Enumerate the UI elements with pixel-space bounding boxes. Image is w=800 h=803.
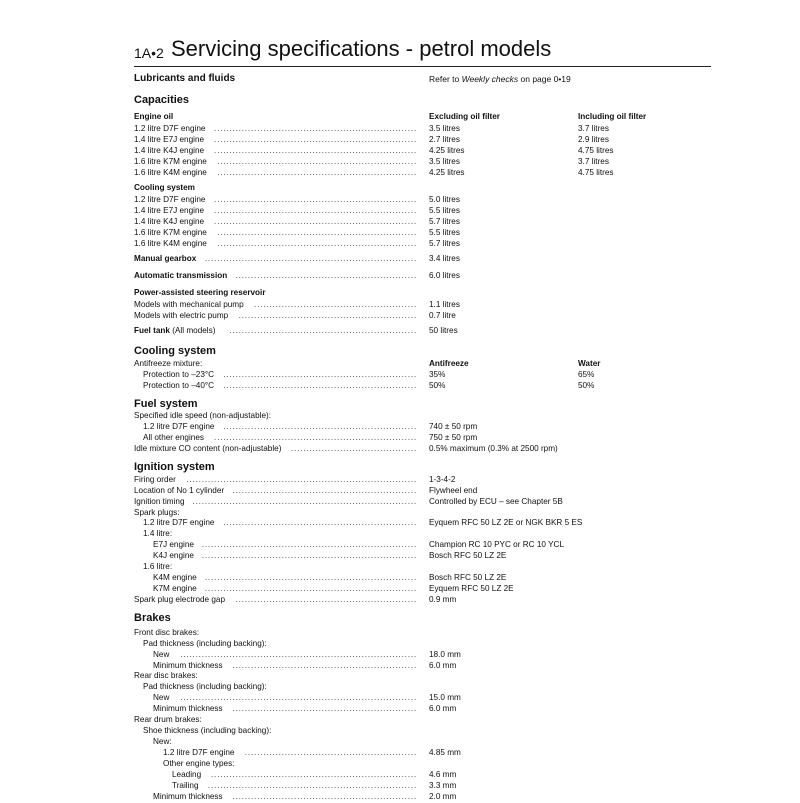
spec-value-2: 65% [578, 370, 595, 379]
spec-value: 5.7 litres [429, 239, 460, 248]
leader-dots: .................................................................. [214, 135, 417, 144]
spec-label [134, 167, 207, 179]
leader-dots: ........................................................ [244, 748, 417, 757]
leader-dots: ............................................................. [229, 326, 417, 335]
spec-value-2: 50% [578, 381, 595, 390]
spec-label-text: 1.2 litre D7F engine [143, 518, 215, 527]
section-capacities: Capacities [134, 94, 190, 106]
spec-value: 50% [429, 381, 446, 390]
leader-dots: ..................................................................... [204, 573, 417, 582]
spec-label [134, 310, 228, 322]
spec-label-text: Protection to –40°C [143, 381, 215, 390]
spec-value: 3.5 litres [429, 157, 460, 166]
spec-label [153, 791, 223, 803]
spec-row [0, 594, 800, 606]
page-title: Servicing specifications - petrol models [171, 36, 552, 61]
leader-dots: .................................................................. [214, 217, 417, 226]
section-cooling-system: Cooling system [134, 345, 216, 357]
spec-value: 3.3 mm [429, 781, 457, 790]
spec-label-text: Rear disc brakes: [134, 671, 198, 680]
leader-dots: ................................................................. [217, 228, 417, 237]
leader-dots: ............................................................................. [180, 650, 417, 659]
leader-dots: ................................................................. [217, 239, 417, 248]
lubricants-reference [429, 72, 571, 86]
spec-label-text: Shoe thickness (including backing): [143, 726, 272, 735]
leader-dots: ......................................... [290, 444, 417, 453]
leader-dots: ...................................................................... [201, 540, 417, 549]
spec-label-text: Minimum thickness [153, 792, 223, 801]
spec-label-text: 1.6 litre K7M engine [134, 228, 207, 237]
spec-label-text: Idle mixture CO content (non-adjustable) [134, 444, 282, 453]
leader-dots: .................................................................. [214, 206, 417, 215]
leader-dots: .................................................................. [214, 433, 417, 442]
spec-label-text: K7M engine [153, 584, 197, 593]
spec-value: 35% [429, 370, 446, 379]
spec-row [0, 287, 800, 299]
spec-label-text: 1.4 litre: [143, 529, 173, 538]
spec-label-text: 1.4 litre K4J engine [134, 146, 205, 155]
ref-weekly-checks: Weekly checks [461, 74, 519, 84]
spec-row [0, 111, 800, 123]
spec-label [134, 287, 266, 299]
spec-label-text: Power-assisted steering reservoir [134, 288, 266, 297]
leader-dots: ............................................................ [232, 486, 417, 495]
leader-dots: ............................................................................. [180, 693, 417, 702]
spec-value: 6.0 litres [429, 271, 460, 280]
spec-value: 5.7 litres [429, 217, 460, 226]
spec-label-text: Pad thickness (including backing): [143, 682, 267, 691]
leader-dots: ........................................................................... [186, 475, 417, 484]
spec-value: 750 ± 50 rpm [429, 433, 478, 442]
spec-label-text: All other engines [143, 433, 204, 442]
spec-value: 15.0 mm [429, 693, 461, 702]
spec-label-text: 1.4 litre K4J engine [134, 217, 205, 226]
leader-dots: .................................................................. [214, 146, 417, 155]
spec-value: 1.1 litres [429, 300, 460, 309]
spec-value: Eyquem RFC 50 LZ 2E or NGK BKR 5 ES [429, 518, 583, 527]
spec-label-text: K4J engine [153, 551, 194, 560]
leader-dots: ............................................................ [232, 792, 417, 801]
spec-value: 4.25 litres [429, 146, 465, 155]
spec-label-text: Trailing [172, 781, 199, 790]
spec-label-text: 1.6 litre K7M engine [134, 157, 207, 166]
spec-label-text: Antifreeze mixture: [134, 359, 203, 368]
leader-dots: ............................................................... [223, 381, 417, 390]
spec-label-text: 1.6 litre: [143, 562, 173, 571]
spec-value: 4.25 litres [429, 168, 465, 177]
spec-value: 5.5 litres [429, 206, 460, 215]
leader-dots: ................................................................. [217, 157, 417, 166]
section-brakes: Brakes [134, 612, 171, 624]
spec-label [134, 253, 196, 265]
spec-value-2: 4.75 litres [578, 168, 614, 177]
column-header: Water [578, 359, 601, 368]
column-header: Including oil filter [578, 112, 647, 121]
leader-dots: ..................................................................... [204, 584, 417, 593]
spec-row [0, 791, 800, 803]
spec-value: 2.7 litres [429, 135, 460, 144]
leader-dots: ............................................................ [232, 704, 417, 713]
spec-value: 4.85 mm [429, 748, 461, 757]
spec-row [0, 182, 800, 194]
spec-row [0, 325, 800, 337]
spec-value: 0.5% maximum (0.3% at 2500 rpm) [429, 444, 558, 453]
spec-label-text: Models with mechanical pump [134, 300, 244, 309]
page-header [134, 36, 711, 67]
leader-dots: ........................................................... [235, 271, 417, 280]
spec-label-text: Automatic transmission [134, 271, 228, 280]
spec-value: 6.0 mm [429, 704, 457, 713]
spec-label-text: 1.2 litre D7F engine [163, 748, 235, 757]
section-fuel-system: Fuel system [134, 398, 198, 410]
leader-dots: ...................................................................... [201, 551, 417, 560]
spec-label [134, 111, 173, 123]
spec-label-text: K4M engine [153, 573, 197, 582]
spec-label [134, 270, 227, 282]
spec-row [0, 238, 800, 250]
leader-dots: ............................................................... [223, 518, 417, 527]
column-header: Excluding oil filter [429, 112, 500, 121]
spec-value: 18.0 mm [429, 650, 461, 659]
lubricants-row [0, 72, 800, 86]
spec-label-text: Manual gearbox [134, 254, 197, 263]
leader-dots: ..................................................... [254, 300, 417, 309]
spec-value: 1-3-4-2 [429, 475, 456, 484]
spec-value-2: 3.7 litres [578, 157, 609, 166]
spec-label-text: Pad thickness (including backing): [143, 639, 267, 648]
spec-value: 740 ± 50 rpm [429, 422, 478, 431]
spec-label [143, 380, 214, 392]
spec-value: 0.7 litre [429, 311, 456, 320]
spec-label-text: Rear drum brakes: [134, 715, 202, 724]
spec-label-text: 1.4 litre E7J engine [134, 206, 205, 215]
spec-value: 50 litres [429, 326, 458, 335]
spec-value: 3.5 litres [429, 124, 460, 133]
spec-value: Flywheel end [429, 486, 478, 495]
section-ignition-system: Ignition system [134, 461, 215, 473]
spec-label-text: Spark plugs: [134, 508, 180, 517]
spec-row [0, 253, 800, 265]
spec-label-text: Location of No 1 cylinder [134, 486, 225, 495]
spec-label-text: 1.6 litre K4M engine [134, 168, 207, 177]
spec-label-text: New [153, 693, 170, 702]
leader-dots: ........................................................... [235, 595, 417, 604]
leader-dots: ................................................................. [217, 168, 417, 177]
spec-value: Bosch RFC 50 LZ 2E [429, 573, 507, 582]
spec-value: Champion RC 10 PYC or RC 10 YCL [429, 540, 565, 549]
spec-label-text: 1.2 litre D7F engine [143, 422, 215, 431]
leader-dots: .................................................................. [214, 195, 417, 204]
spec-label-text: Fuel tank [134, 326, 170, 335]
spec-label-text: 1.2 litre D7F engine [134, 124, 206, 133]
spec-label [134, 325, 215, 337]
spec-row [0, 167, 800, 179]
leader-dots: ................................................................... [210, 770, 417, 779]
spec-label-text: Firing order [134, 475, 176, 484]
spec-label-suffix: (All models) [169, 326, 216, 335]
ref-text-2: on page 0•19 [518, 74, 571, 84]
leader-dots: .................................................................... [207, 781, 417, 790]
leader-dots: .................................................................. [214, 124, 417, 133]
spec-row [0, 380, 800, 392]
ref-text-1: Refer to [429, 74, 462, 84]
spec-label-text: Specified idle speed (non-adjustable): [134, 411, 272, 420]
spec-label-text: Spark plug electrode gap [134, 595, 226, 604]
spec-label [134, 182, 195, 194]
spec-label-text: 1.4 litre E7J engine [134, 135, 205, 144]
spec-label-text: 1.2 litre D7F engine [134, 195, 206, 204]
spec-label-text: Minimum thickness [153, 704, 223, 713]
page-number: 1A•2 [134, 45, 164, 61]
leader-dots: ............................................................... [223, 370, 417, 379]
spec-label-text: Models with electric pump [134, 311, 229, 320]
spec-value: 4.6 mm [429, 770, 457, 779]
spec-label-text: Minimum thickness [153, 661, 223, 670]
spec-value: Controlled by ECU – see Chapter 5B [429, 497, 563, 506]
lubricants-label: Lubricants and fluids [134, 73, 236, 84]
spec-label-text: Engine oil [134, 112, 174, 121]
spec-value: 0.9 mm [429, 595, 457, 604]
spec-value: Bosch RFC 50 LZ 2E [429, 551, 507, 560]
spec-value: Eyquem RFC 50 LZ 2E [429, 584, 514, 593]
leader-dots: ......................................................................... [192, 497, 417, 506]
spec-value: 2.0 mm [429, 792, 457, 801]
spec-label-text: New: [153, 737, 172, 746]
spec-value: 5.5 litres [429, 228, 460, 237]
leader-dots: ............................................................ [232, 661, 417, 670]
spec-value: 5.0 litres [429, 195, 460, 204]
leader-dots: ............................................................... [223, 422, 417, 431]
spec-label-text: Other engine types: [163, 759, 235, 768]
spec-label [134, 594, 225, 606]
spec-label-text: Leading [172, 770, 202, 779]
spec-label-text: Protection to –23°C [143, 370, 215, 379]
spec-value-2: 4.75 litres [578, 146, 614, 155]
column-header: Antifreeze [429, 359, 469, 368]
spec-row [0, 443, 800, 455]
spec-label-text: New [153, 650, 170, 659]
spec-label-text: Cooling system [134, 183, 195, 192]
leader-dots: ..................................................................... [204, 254, 417, 263]
spec-value-2: 3.7 litres [578, 124, 609, 133]
spec-label-text: Ignition timing [134, 497, 185, 506]
spec-label [134, 443, 281, 455]
spec-label-text: E7J engine [153, 540, 194, 549]
leader-dots: .......................................................... [238, 311, 417, 320]
spec-value: 6.0 mm [429, 661, 457, 670]
spec-label-text: 1.6 litre K4M engine [134, 239, 207, 248]
spec-label-text: Front disc brakes: [134, 628, 200, 637]
spec-row [0, 310, 800, 322]
spec-value-2: 2.9 litres [578, 135, 609, 144]
spec-row [0, 270, 800, 282]
spec-value: 3.4 litres [429, 254, 460, 263]
spec-label [134, 238, 207, 250]
